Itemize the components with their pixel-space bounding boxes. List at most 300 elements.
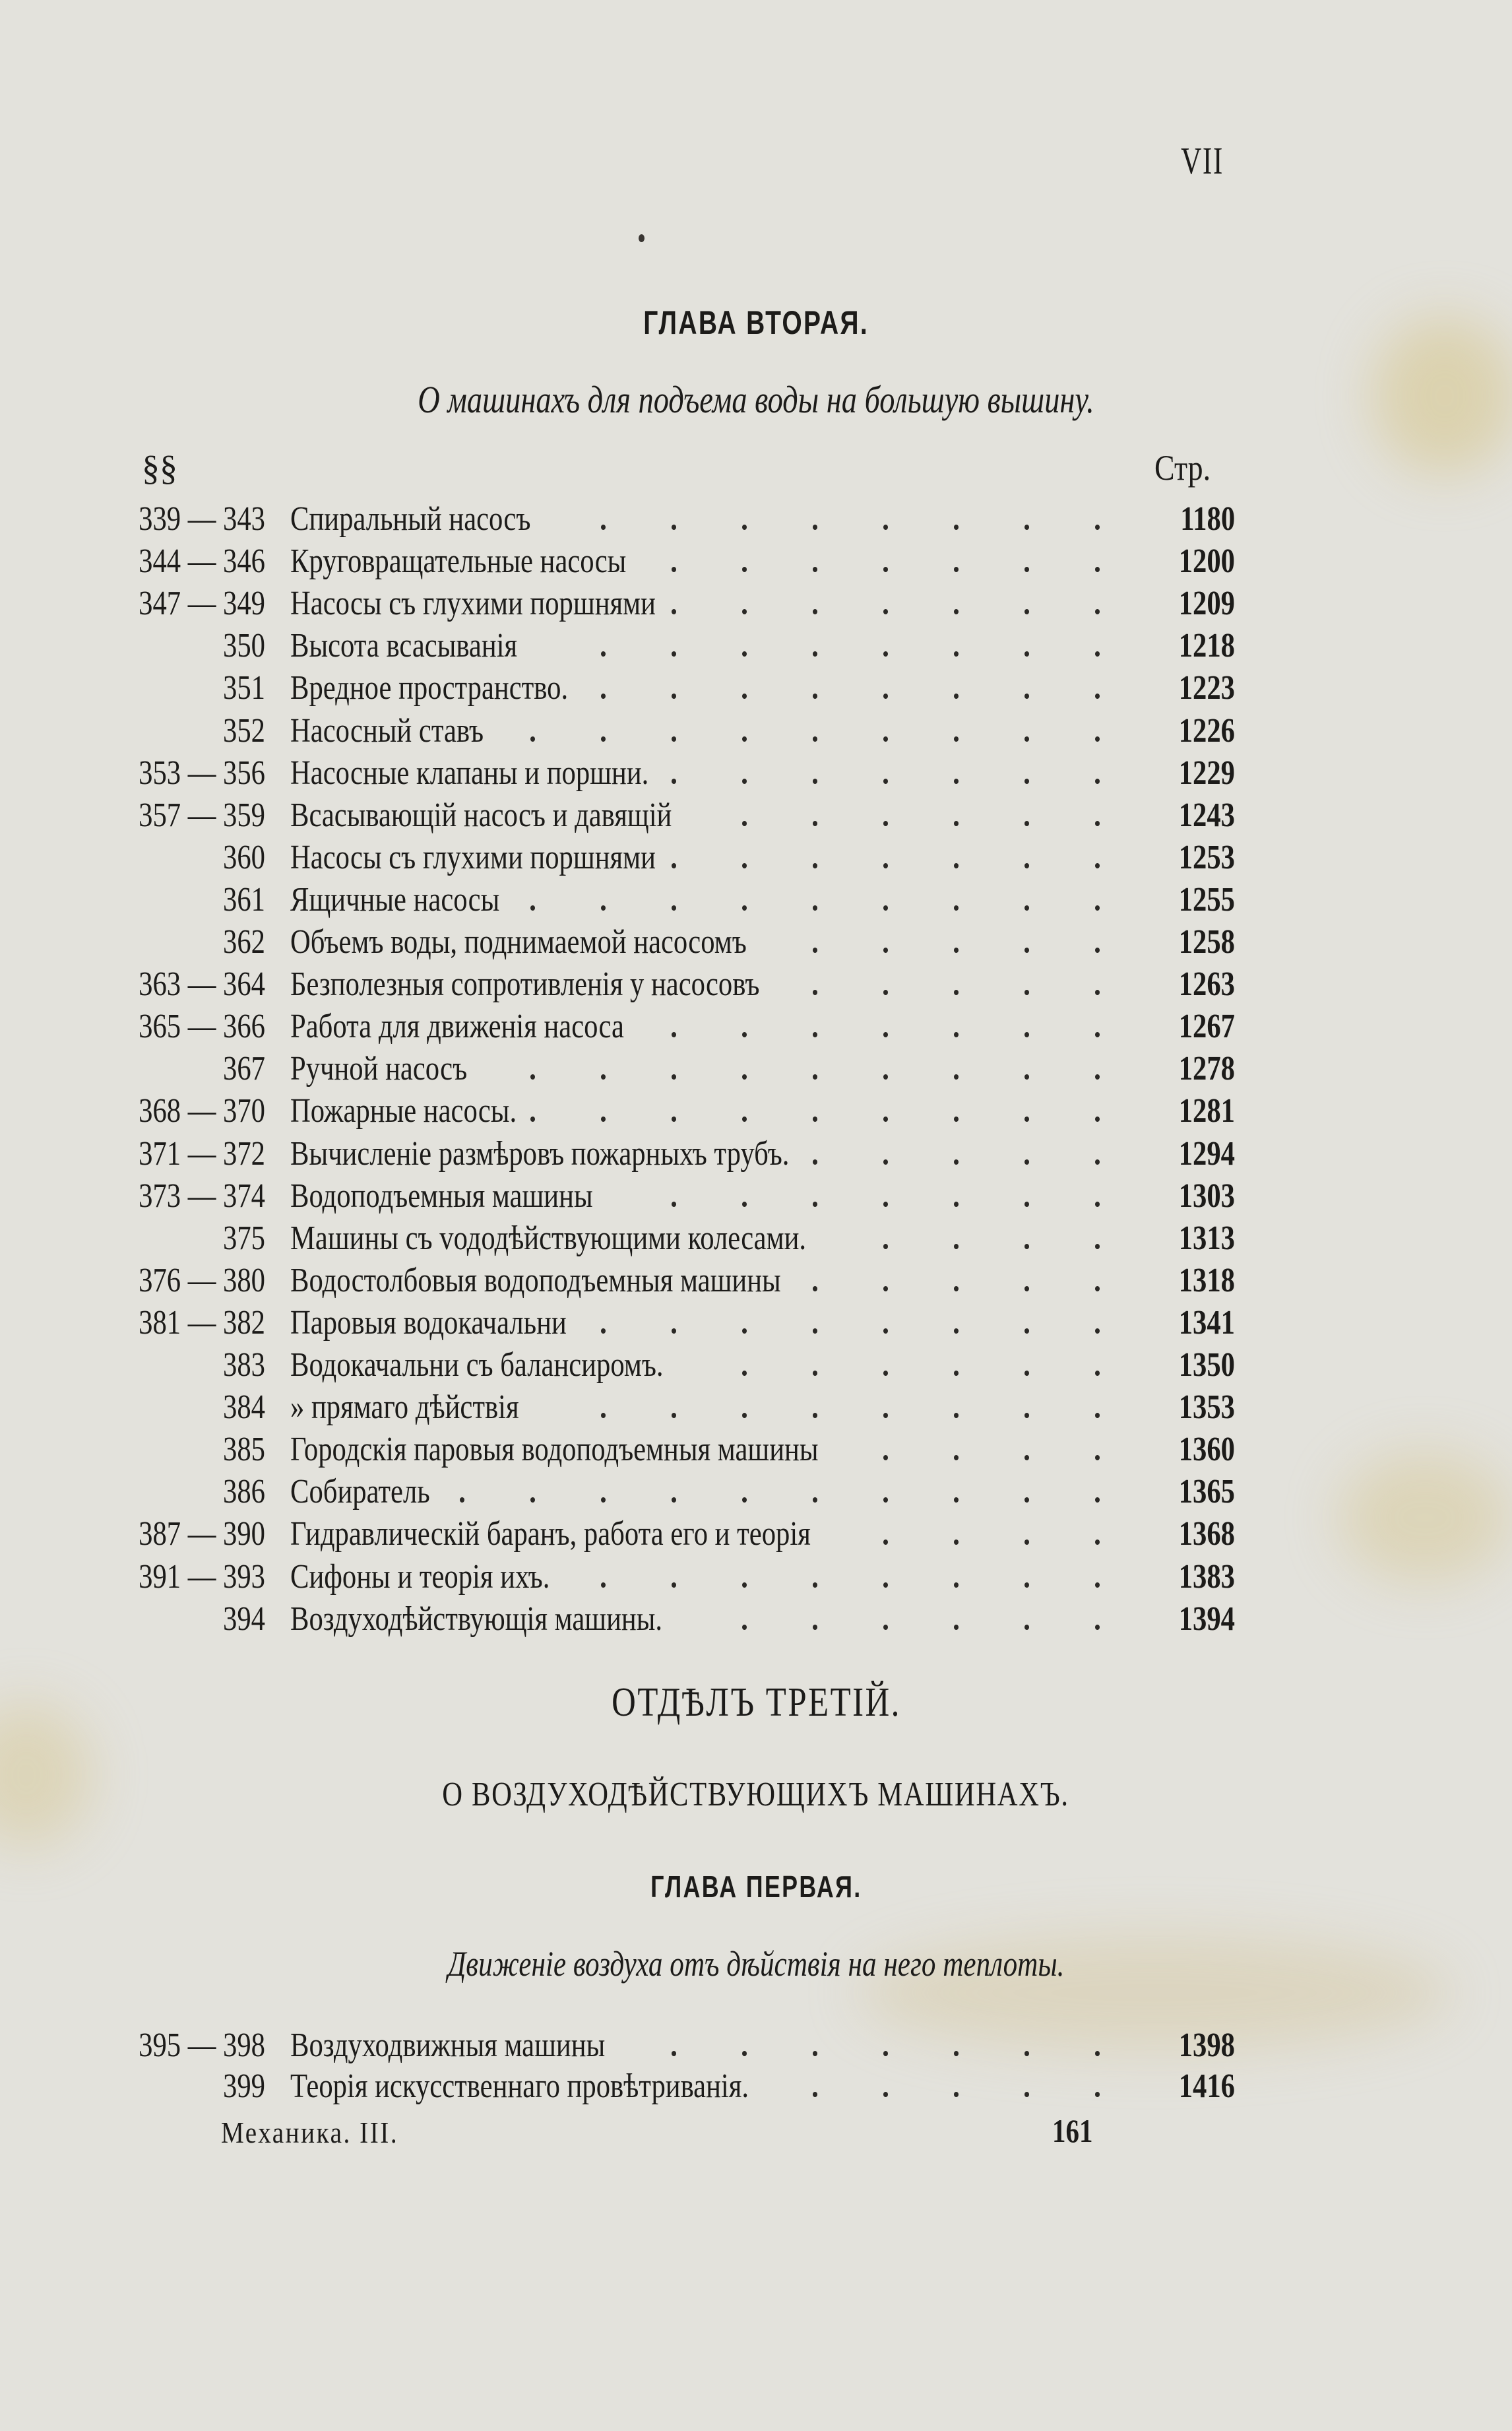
toc-page-number: 1263: [1178, 965, 1235, 1004]
leader-dot: [1095, 821, 1100, 826]
leader-dot: [813, 1074, 817, 1080]
leader-dot: [883, 863, 888, 868]
leader-dot: [1024, 1625, 1029, 1630]
leader-dot: [954, 609, 959, 614]
leader-dot: [672, 525, 676, 530]
toc-row: [0, 1090, 1512, 1132]
leader-dot: [742, 1117, 747, 1122]
leader-dot: [813, 525, 817, 530]
toc-row: [0, 1133, 1512, 1175]
toc-row: [0, 1006, 1512, 1048]
leader-dot: [742, 1582, 747, 1588]
section-3-subtitle-text: О ВОЗДУХОДѢЙСТВУЮЩИХЪ МАШИНАХЪ.: [442, 1776, 1070, 1813]
toc-page-number: 1267: [1178, 1008, 1235, 1046]
toc-section-number: 384: [223, 1388, 265, 1427]
leader-dot: [1024, 2051, 1029, 2056]
chapter-1-title-text: ГЛАВА ПЕРВАЯ.: [650, 1869, 862, 1904]
toc-entry-title: Всасывающій насосъ и давящій: [290, 796, 672, 834]
leader-dot: [883, 1328, 888, 1334]
toc-page-number: 1226: [1178, 711, 1235, 750]
leader-dot: [813, 905, 817, 911]
leader-dot: [813, 821, 817, 826]
leader-dot: [1024, 1159, 1029, 1165]
toc-page-number: 1383: [1178, 1557, 1235, 1596]
leader-dot: [1095, 651, 1100, 657]
toc-section-number: 373 — 374: [139, 1177, 265, 1215]
leader-dot: [1024, 779, 1029, 784]
toc-section-number: 347 — 349: [139, 585, 265, 623]
toc-section-number: 344 — 346: [139, 542, 265, 581]
leader-dot: [601, 694, 606, 699]
leader-dot: [1095, 948, 1100, 953]
leader-dot: [813, 694, 817, 699]
leader-dot: [742, 779, 747, 784]
chapter-1-title: [0, 1869, 1512, 1904]
leader-dot: [1095, 1202, 1100, 1207]
toc-page-number: 1243: [1178, 796, 1235, 834]
leader-dot: [954, 1371, 959, 1376]
leader-dot: [883, 1582, 888, 1588]
toc-page-number: 1253: [1178, 838, 1235, 876]
toc-entry-title: Объемъ воды, поднимаемой насосомъ: [290, 923, 747, 961]
leader-dot: [883, 1413, 888, 1418]
toc-row: [0, 752, 1512, 794]
leader-dot: [601, 525, 606, 530]
toc-entry-title: Водостолбовыя водоподъемныя машины: [290, 1261, 781, 1299]
leader-dot: [742, 694, 747, 699]
leader-dot: [672, 694, 676, 699]
leader-dot: [1024, 1455, 1029, 1460]
toc-entry-title: Городскія паровыя водоподъемныя машины: [290, 1431, 819, 1469]
toc-row: [0, 2025, 1512, 2067]
leader-dot: [742, 1497, 747, 1503]
leader-dot: [813, 1371, 817, 1376]
leader-dot: [883, 2051, 888, 2056]
toc-entry-title: Высота всасыванія: [290, 627, 518, 665]
toc-section-number: 365 — 366: [139, 1008, 265, 1046]
toc-row: [0, 667, 1512, 709]
leader-dot: [1024, 948, 1029, 953]
leader-dot: [1095, 1540, 1100, 1545]
leader-dot: [672, 2051, 676, 2056]
toc-page-number: 1416: [1178, 2067, 1235, 2105]
toc-section-number: 357 — 359: [139, 796, 265, 834]
leader-dot: [1095, 905, 1100, 911]
leader-dot: [1095, 1328, 1100, 1334]
leader-dot: [883, 1625, 888, 1630]
toc-section-number: 360: [223, 838, 265, 876]
leader-dot: [954, 863, 959, 868]
leader-dot: [742, 736, 747, 742]
toc-row: [0, 1344, 1512, 1386]
leader-dot: [672, 609, 676, 614]
leader-dot: [1095, 567, 1100, 572]
leader-dot: [1024, 567, 1029, 572]
leader-dot: [1095, 2092, 1100, 2097]
leader-dot: [742, 863, 747, 868]
toc-page-number: 1398: [1178, 2026, 1235, 2064]
leader-dot: [954, 1286, 959, 1291]
leader-dot: [530, 1497, 535, 1503]
leader-dot: [813, 567, 817, 572]
toc-entry-title: Воздуходѣйствующія машины.: [290, 1600, 663, 1638]
leader-dot: [883, 609, 888, 614]
leader-dot: [1095, 694, 1100, 699]
leader-dot: [883, 905, 888, 911]
toc-entry-title: Собиратель: [290, 1473, 430, 1511]
toc-section-number: 350: [223, 627, 265, 665]
leader-dot: [883, 1497, 888, 1503]
leader-dot: [742, 821, 747, 826]
leader-dot: [601, 1497, 606, 1503]
leader-dot: [813, 1032, 817, 1037]
toc-entry-title: Насосы съ глухими поршнями: [290, 838, 656, 876]
leader-dot: [1024, 1371, 1029, 1376]
toc-row: [0, 1471, 1512, 1513]
section-3-title: [0, 1679, 1512, 1726]
leader-dot: [742, 1625, 747, 1630]
toc-entry-title: Спиральный насосъ: [290, 500, 531, 538]
leader-dot: [672, 1328, 676, 1334]
leader-dot: [813, 736, 817, 742]
toc-page-number: 1394: [1178, 1600, 1235, 1638]
toc-page-number: 1223: [1178, 669, 1235, 707]
leader-dot: [954, 1625, 959, 1630]
leader-dot: [954, 1540, 959, 1545]
leader-dot: [1024, 1540, 1029, 1545]
leader-dot: [954, 948, 959, 953]
leader-dot: [742, 1413, 747, 1418]
leader-dot: [601, 736, 606, 742]
toc-entry-title: Вредное пространство.: [290, 669, 569, 707]
leader-dot: [813, 948, 817, 953]
toc-section-number: 385: [223, 1431, 265, 1469]
toc-entry-title: Ящичные насосы: [290, 880, 500, 919]
leader-dot: [1095, 736, 1100, 742]
toc-entry-title: Ручной насосъ: [290, 1050, 468, 1088]
leader-dot: [954, 567, 959, 572]
leader-dot: [954, 1117, 959, 1122]
leader-dot: [601, 1413, 606, 1418]
toc-section-number: 351: [223, 669, 265, 707]
leader-dot: [672, 779, 676, 784]
leader-dot: [813, 1497, 817, 1503]
leader-dot: [1095, 1117, 1100, 1122]
leader-dot: [883, 1032, 888, 1037]
leader-dot: [1024, 1117, 1029, 1122]
toc-page-number: 1350: [1178, 1346, 1235, 1384]
leader-dot: [1095, 1244, 1100, 1249]
leader-dot: [530, 736, 535, 742]
toc-row: [0, 540, 1512, 583]
leader-dot: [813, 1202, 817, 1207]
leader-dot: [954, 1328, 959, 1334]
toc-entry-title: Паровыя водокачальни: [290, 1303, 567, 1342]
leader-dot: [883, 779, 888, 784]
leader-dot: [954, 821, 959, 826]
toc-section-number: 362: [223, 923, 265, 961]
leader-dot: [1095, 2051, 1100, 2056]
section-column-header: §§: [142, 448, 177, 488]
toc-row: [0, 837, 1512, 879]
chapter-1-subtitle-text: Движеніе воздуха отъ дѣйствія на него теплоты.: [447, 1944, 1065, 1984]
toc-section-number: 383: [223, 1346, 265, 1384]
toc-entry-title: Сифоны и теорія ихъ.: [290, 1557, 550, 1596]
leader-dot: [813, 1286, 817, 1291]
leader-dot: [883, 1244, 888, 1249]
leader-dot: [601, 1117, 606, 1122]
leader-dot: [813, 990, 817, 995]
leader-dot: [1024, 821, 1029, 826]
toc-page-number: 1353: [1178, 1388, 1235, 1427]
toc-entry-title: Гидравлическій баранъ, работа его и теорія: [290, 1515, 811, 1553]
leader-dot: [1095, 1159, 1100, 1165]
toc-page-number: 1360: [1178, 1431, 1235, 1469]
leader-dot: [813, 651, 817, 657]
toc-row: [0, 710, 1512, 752]
leader-dot: [883, 1455, 888, 1460]
leader-dot: [954, 1202, 959, 1207]
toc-page-number: 1180: [1180, 500, 1235, 538]
toc-page-number: 1341: [1178, 1303, 1235, 1342]
leader-dot: [954, 905, 959, 911]
toc-row: [0, 1598, 1512, 1640]
leader-dot: [530, 1074, 535, 1080]
toc-page-number: 1294: [1178, 1134, 1235, 1173]
toc-section-number: 375: [223, 1219, 265, 1257]
leader-dot: [954, 1074, 959, 1080]
leader-dot: [883, 1159, 888, 1165]
section-3-title-text: ОТДѢЛЪ ТРЕТІЙ.: [611, 1680, 901, 1725]
leader-dot: [601, 905, 606, 911]
toc-page-number: 1368: [1178, 1515, 1235, 1553]
leader-dot: [1095, 525, 1100, 530]
leader-dot: [883, 651, 888, 657]
footer-book-title: Механика. III.: [221, 2116, 399, 2149]
toc-page-number: 1200: [1178, 542, 1235, 581]
leader-dot: [672, 1032, 676, 1037]
toc-row: [0, 1048, 1512, 1090]
toc-page-number: 1278: [1178, 1050, 1235, 1088]
leader-dot: [813, 2092, 817, 2097]
toc-section-number: 368 — 370: [139, 1092, 265, 1130]
toc-row: [0, 1260, 1512, 1302]
toc-entry-title: Насосный ставъ: [290, 711, 484, 750]
leader-dot: [883, 821, 888, 826]
leader-dot: [954, 1497, 959, 1503]
leader-dot: [1024, 1497, 1029, 1503]
leader-dot: [1024, 1244, 1029, 1249]
toc-entry-title: Насосные клапаны и поршни.: [290, 754, 649, 792]
toc-section-number: 363 — 364: [139, 965, 265, 1004]
leader-dot: [530, 905, 535, 911]
leader-dot: [672, 1202, 676, 1207]
leader-dot: [1024, 651, 1029, 657]
leader-dot: [813, 863, 817, 868]
leader-dot: [954, 525, 959, 530]
toc-row: [0, 2065, 1512, 2108]
toc-entry-title: Воздуходвижныя машины: [290, 2026, 606, 2064]
leader-dot: [672, 1117, 676, 1122]
leader-dot: [672, 651, 676, 657]
leader-dot: [1095, 990, 1100, 995]
leader-dot: [742, 1074, 747, 1080]
toc-row: [0, 1217, 1512, 1260]
leader-dot: [813, 779, 817, 784]
leader-dot: [530, 1117, 535, 1122]
leader-dot: [742, 651, 747, 657]
leader-dot: [1024, 1328, 1029, 1334]
toc-page-number: 1365: [1178, 1473, 1235, 1511]
leader-dot: [813, 1413, 817, 1418]
leader-dot: [601, 1074, 606, 1080]
toc-section-number: 399: [223, 2067, 265, 2105]
toc-page-number: 1303: [1178, 1177, 1235, 1215]
leader-dot: [813, 1625, 817, 1630]
leader-dot: [1024, 609, 1029, 614]
toc-entry-title: Машины съ vододѣйствующими колесами.: [290, 1219, 807, 1257]
leader-dot: [883, 2092, 888, 2097]
leader-dot: [742, 1328, 747, 1334]
chapter-2-title: [0, 304, 1512, 342]
chapter-2-subtitle: [0, 377, 1512, 422]
toc-section-number: 361: [223, 880, 265, 919]
leader-dot: [1024, 1582, 1029, 1588]
leader-dot: [1095, 1286, 1100, 1291]
leader-dot: [813, 1328, 817, 1334]
toc-entry-title: » прямаго дѣйствія: [290, 1388, 519, 1427]
toc-section-number: 381 — 382: [139, 1303, 265, 1342]
page-column-header: Стр.: [1154, 448, 1211, 488]
leader-dot: [742, 905, 747, 911]
leader-dot: [813, 1582, 817, 1588]
print-mark: [639, 234, 645, 242]
leader-dot: [883, 567, 888, 572]
toc-row: [0, 794, 1512, 837]
leader-dot: [954, 2051, 959, 2056]
leader-dot: [601, 651, 606, 657]
leader-dot: [883, 948, 888, 953]
toc-row: [0, 498, 1512, 540]
leader-dot: [1024, 525, 1029, 530]
toc-entry-title: Насосы съ глухими поршнями: [290, 585, 656, 623]
toc-page-number: 1318: [1178, 1261, 1235, 1299]
leader-dot: [1095, 609, 1100, 614]
toc-entry-title: Вычисленіе размѣровъ пожарныхъ трубъ.: [290, 1134, 790, 1173]
toc-row: [0, 1513, 1512, 1555]
leader-dot: [1024, 694, 1029, 699]
leader-dot: [883, 1371, 888, 1376]
toc-row: [0, 963, 1512, 1006]
leader-dot: [672, 905, 676, 911]
toc-section-number: 391 — 393: [139, 1557, 265, 1596]
leader-dot: [1024, 1074, 1029, 1080]
toc-row: [0, 1386, 1512, 1429]
toc-section-number: 387 — 390: [139, 1515, 265, 1553]
leader-dot: [1095, 1625, 1100, 1630]
leader-dot: [672, 1497, 676, 1503]
leader-dot: [954, 2092, 959, 2097]
leader-dot: [883, 990, 888, 995]
toc-row: [0, 879, 1512, 921]
toc-page-number: 1218: [1178, 627, 1235, 665]
chapter-1-subtitle: [0, 1943, 1512, 1984]
leader-dot: [1095, 1371, 1100, 1376]
leader-dot: [1024, 736, 1029, 742]
leader-dot: [813, 2051, 817, 2056]
toc-entry-title: Теорія искусственнаго провѣтриванія.: [290, 2067, 749, 2105]
page-number: VII: [1181, 139, 1224, 182]
footer-signature: 161: [1052, 2112, 1093, 2149]
leader-dot: [1095, 1455, 1100, 1460]
leader-dot: [883, 1202, 888, 1207]
leader-dot: [742, 1202, 747, 1207]
toc-page-number: 1209: [1178, 585, 1235, 623]
leader-dot: [954, 651, 959, 657]
leader-dot: [883, 1286, 888, 1291]
leader-dot: [1095, 1074, 1100, 1080]
leader-dot: [954, 1413, 959, 1418]
leader-dot: [954, 1032, 959, 1037]
toc-section-number: 339 — 343: [139, 500, 265, 538]
toc-section-number: 386: [223, 1473, 265, 1511]
toc-page-number: 1229: [1178, 754, 1235, 792]
leader-dot: [954, 1455, 959, 1460]
leader-dot: [954, 779, 959, 784]
leader-dot: [672, 1413, 676, 1418]
chapter-2-title-text: ГЛАВА ВТОРАЯ.: [643, 304, 869, 341]
leader-dot: [742, 1032, 747, 1037]
leader-dot: [954, 1582, 959, 1588]
toc-row: [0, 625, 1512, 667]
toc-section-number: 352: [223, 711, 265, 750]
leader-dot: [954, 1159, 959, 1165]
leader-dot: [742, 2051, 747, 2056]
toc-page-number: 1255: [1178, 880, 1235, 919]
leader-dot: [742, 609, 747, 614]
toc-entry-title: Пожарные насосы.: [290, 1092, 517, 1130]
toc-section-number: 367: [223, 1050, 265, 1088]
toc-row: [0, 1556, 1512, 1598]
leader-dot: [672, 1074, 676, 1080]
toc-entry-title: Водокачальни съ балансиромъ.: [290, 1346, 664, 1384]
toc-row: [0, 1302, 1512, 1344]
toc-row: [0, 1429, 1512, 1471]
leader-dot: [672, 863, 676, 868]
leader-dot: [460, 1497, 464, 1503]
leader-dot: [1024, 1032, 1029, 1037]
leader-dot: [742, 1371, 747, 1376]
leader-dot: [1095, 863, 1100, 868]
toc-section-number: 395 — 398: [139, 2026, 265, 2064]
leader-dot: [954, 990, 959, 995]
leader-dot: [1095, 1032, 1100, 1037]
leader-dot: [954, 736, 959, 742]
leader-dot: [672, 736, 676, 742]
leader-dot: [1095, 1582, 1100, 1588]
leader-dot: [1024, 905, 1029, 911]
toc-page-number: 1313: [1178, 1219, 1235, 1257]
leader-dot: [1024, 2092, 1029, 2097]
toc-row: [0, 1175, 1512, 1217]
toc-page-number: 1281: [1178, 1092, 1235, 1130]
toc-section-number: 394: [223, 1600, 265, 1638]
leader-dot: [883, 1540, 888, 1545]
section-3-subtitle: [0, 1775, 1512, 1814]
leader-dot: [1024, 1286, 1029, 1291]
leader-dot: [1024, 990, 1029, 995]
leader-dot: [1024, 863, 1029, 868]
